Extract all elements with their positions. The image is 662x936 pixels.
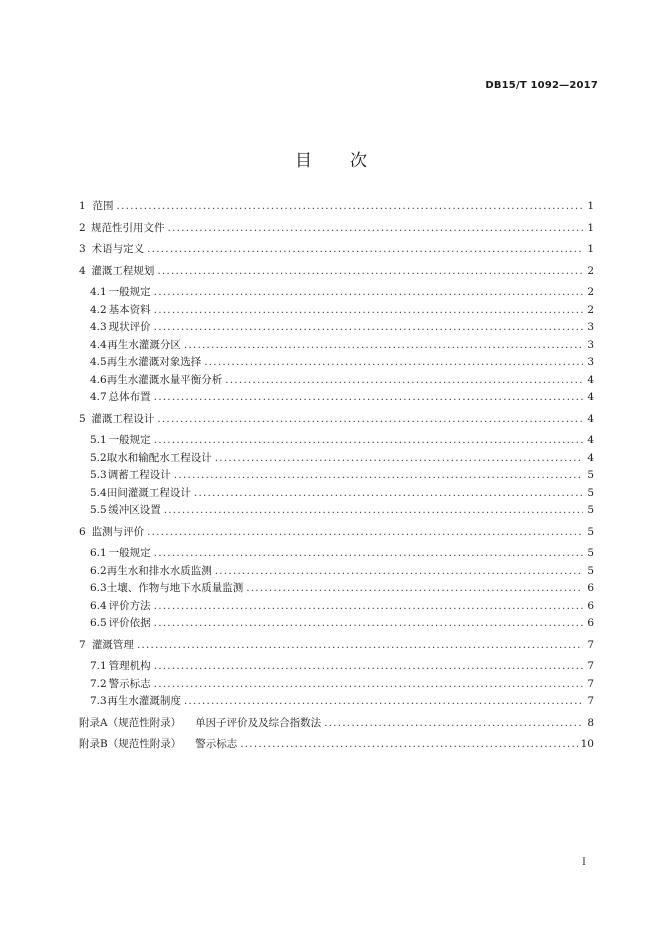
toc-entry-number: 4.4	[90, 338, 107, 351]
toc-entry[interactable]	[79, 432, 594, 450]
toc-leader-dots	[157, 411, 583, 429]
toc-entry-label: 总体布置	[108, 391, 151, 403]
toc-entry-number: 7.2	[90, 677, 107, 690]
toc-entry[interactable]	[79, 198, 594, 216]
toc-entry-label: 监测与评价	[91, 525, 145, 538]
toc-entry[interactable]	[79, 284, 594, 302]
toc-entry-number: 6	[79, 525, 86, 538]
toc-leader-dots	[204, 354, 583, 372]
toc-entry-number: 4.3	[90, 321, 107, 333]
toc-leader-dots	[147, 241, 583, 259]
toc-entry-number: 4.2	[90, 303, 107, 316]
toc-leader-dots	[154, 432, 583, 450]
toc-entry-page: 1	[587, 200, 594, 212]
toc-entry[interactable]	[79, 615, 594, 633]
toc-entry[interactable]	[79, 545, 594, 563]
document-code: DB15/T 1092—2017	[485, 80, 598, 91]
toc-leader-dots	[246, 580, 583, 598]
toc-entry-number: 6.4	[90, 599, 107, 612]
toc-leader-dots	[240, 736, 577, 754]
toc-entry-label: 范围	[92, 200, 114, 212]
toc-entry-page: 3	[587, 338, 594, 351]
toc-entry-number: 7.3	[90, 695, 107, 707]
toc-leader-dots	[117, 198, 583, 216]
toc-entry-page: 1	[587, 243, 594, 255]
toc-entry-label: 术语与定义	[91, 243, 145, 255]
toc-entry-number: 5.3	[90, 469, 107, 481]
toc-entry-page: 5	[587, 564, 594, 577]
toc-entry-number: 5.2	[90, 451, 107, 464]
toc-entry-number: 4.5	[90, 356, 107, 368]
toc-entry-number: 附录A（规范性附录）	[79, 716, 182, 729]
toc-leader-dots	[225, 372, 583, 390]
toc-entry-page: 3	[587, 356, 594, 368]
toc-entry-number: 4.7	[90, 391, 107, 403]
toc-entry-label: 警示标志	[195, 738, 238, 750]
toc-leader-dots	[154, 389, 583, 407]
toc-entry[interactable]	[79, 220, 594, 238]
title-char-1: 目	[295, 151, 312, 171]
toc-entry-number: 7	[79, 638, 86, 651]
toc-entry-label: 灌溉管理	[91, 638, 134, 651]
toc-entry-number: 3	[79, 243, 86, 255]
toc-leader-dots	[154, 302, 583, 320]
toc-leader-dots	[174, 467, 583, 485]
toc-entry[interactable]	[79, 598, 594, 616]
toc-leader-dots	[154, 319, 583, 337]
toc-entry-label: 土壤、作物与地下水质量监测	[106, 582, 244, 594]
toc-entry-label: 田间灌溉工程设计	[106, 486, 191, 499]
toc-entry-label: 评价方法	[108, 599, 151, 612]
toc-entry[interactable]	[79, 524, 594, 542]
toc-entry-number: 6.3	[90, 582, 107, 594]
toc-entry[interactable]	[79, 502, 594, 520]
toc-leader-dots	[147, 524, 583, 542]
toc-entry[interactable]	[79, 354, 594, 372]
toc-leader-dots	[157, 263, 583, 281]
toc-entry[interactable]	[79, 389, 594, 407]
toc-entry-page: 5	[587, 547, 594, 559]
toc-entry[interactable]	[79, 302, 594, 320]
toc-entry[interactable]	[79, 736, 594, 754]
toc-leader-dots	[154, 545, 583, 563]
toc-entry[interactable]	[79, 411, 594, 429]
toc-entry-number: 5.4	[90, 486, 107, 499]
toc-entry-page: 6	[587, 582, 594, 594]
toc-entry-number: 5	[79, 412, 86, 425]
toc-entry-page: 1	[587, 221, 594, 234]
toc-leader-dots	[154, 615, 583, 633]
toc-entry-page: 7	[587, 677, 594, 690]
toc-leader-dots	[184, 693, 583, 711]
toc-entry-page: 5	[587, 486, 594, 499]
toc-entry-page: 2	[587, 264, 594, 277]
toc-entry[interactable]	[79, 637, 594, 655]
toc-entry-page: 2	[587, 303, 594, 316]
toc-entry-page: 10	[580, 738, 594, 750]
toc-leader-dots	[184, 337, 583, 355]
toc-entry-number: 5.5	[90, 504, 107, 516]
toc-entry-page: 5	[587, 504, 594, 516]
toc-entry-label: 单因子评价及及综合指数法	[195, 716, 322, 729]
toc-entry-label: 灌溉工程规划	[91, 264, 155, 277]
toc-leader-dots	[215, 563, 583, 581]
toc-leader-dots	[164, 502, 583, 520]
toc-entry-label: 一般规定	[108, 547, 151, 559]
toc-entry-number: 7.1	[90, 660, 107, 672]
toc-entry-number: 5.1	[90, 434, 107, 446]
toc-entry-page: 4	[587, 373, 594, 386]
toc-entry-label: 一般规定	[108, 286, 151, 298]
toc-entry-number: 6.1	[90, 547, 107, 559]
toc-entry-page: 7	[587, 638, 594, 651]
toc-entry-page: 4	[587, 451, 594, 464]
toc-entry-label: 再生水灌溉对象选择	[106, 356, 202, 368]
toc-leader-dots	[215, 450, 583, 468]
toc-entry-label: 取水和输配水工程设计	[106, 451, 212, 464]
toc-entry-label: 基本资料	[108, 303, 151, 316]
toc-entry-label: 管理机构	[108, 660, 151, 672]
page-number: I	[582, 857, 586, 868]
toc-entry-page: 7	[587, 695, 594, 707]
toc-leader-dots	[154, 284, 583, 302]
toc-entry-page: 8	[587, 716, 594, 729]
toc-entry-number: 6.2	[90, 564, 107, 577]
page-title	[0, 146, 662, 171]
toc-entry-label: 现状评价	[108, 321, 151, 333]
title-char-2: 次	[350, 151, 367, 171]
toc-entry-number: 2	[79, 221, 86, 234]
toc-entry-number: 4.1	[90, 286, 107, 298]
toc-entry[interactable]	[79, 467, 594, 485]
toc-entry-page: 4	[587, 434, 594, 446]
toc-entry-number: 4	[79, 264, 86, 277]
toc-entry-number: 6.5	[90, 617, 107, 629]
toc-entry-page: 3	[587, 321, 594, 333]
toc-entry[interactable]	[79, 241, 594, 259]
toc-entry-page: 2	[587, 286, 594, 298]
toc-leader-dots	[154, 658, 583, 676]
toc-entry-label: 一般规定	[108, 434, 151, 446]
toc-entry[interactable]	[79, 563, 594, 581]
toc-entry-page: 6	[587, 599, 594, 612]
toc-entry-page: 4	[587, 391, 594, 403]
toc-leader-dots	[194, 485, 583, 503]
toc-entry-number: 4.6	[90, 373, 107, 386]
toc-entry-number: 1	[79, 200, 86, 212]
toc-entry-label: 再生水灌溉分区	[107, 338, 181, 351]
toc-entry-page: 5	[587, 525, 594, 538]
toc-entry[interactable]	[79, 319, 594, 337]
toc-entry-label: 警示标志	[108, 677, 151, 690]
toc-leader-dots	[324, 715, 583, 733]
toc-entry-label: 灌溉工程设计	[91, 412, 155, 425]
toc-entry-label: 再生水和排水水质监测	[106, 564, 212, 577]
toc-entry-label: 缓冲区设置	[108, 504, 161, 516]
toc-leader-dots	[137, 637, 583, 655]
toc-entry[interactable]	[79, 263, 594, 281]
toc-entry[interactable]	[79, 485, 594, 503]
toc-entry-page: 6	[587, 617, 594, 629]
toc-entry[interactable]	[79, 372, 594, 390]
toc-entry[interactable]	[79, 658, 594, 676]
toc-leader-dots	[154, 676, 583, 694]
toc-entry-label: 调蓄工程设计	[107, 469, 171, 481]
toc-entry-label: 再生水灌溉水量平衡分析	[106, 373, 223, 386]
toc-entry-page: 5	[587, 469, 594, 481]
toc-entry-label: 规范性引用文件	[91, 221, 165, 234]
toc-entry[interactable]	[79, 676, 594, 694]
toc-entry-page: 4	[587, 412, 594, 425]
toc-leader-dots	[154, 598, 583, 616]
toc-entry[interactable]	[79, 693, 594, 711]
toc-entry-number: 附录B（规范性附录）	[79, 738, 182, 750]
toc-entry[interactable]	[79, 450, 594, 468]
toc-entry-label: 评价依据	[108, 617, 151, 629]
toc-entry-label: 再生水灌溉制度	[107, 695, 181, 707]
table-of-contents	[79, 198, 594, 754]
toc-entry[interactable]	[79, 580, 594, 598]
toc-entry[interactable]	[79, 715, 594, 733]
toc-leader-dots	[168, 220, 583, 238]
toc-entry-page: 7	[587, 660, 594, 672]
toc-entry[interactable]	[79, 337, 594, 355]
